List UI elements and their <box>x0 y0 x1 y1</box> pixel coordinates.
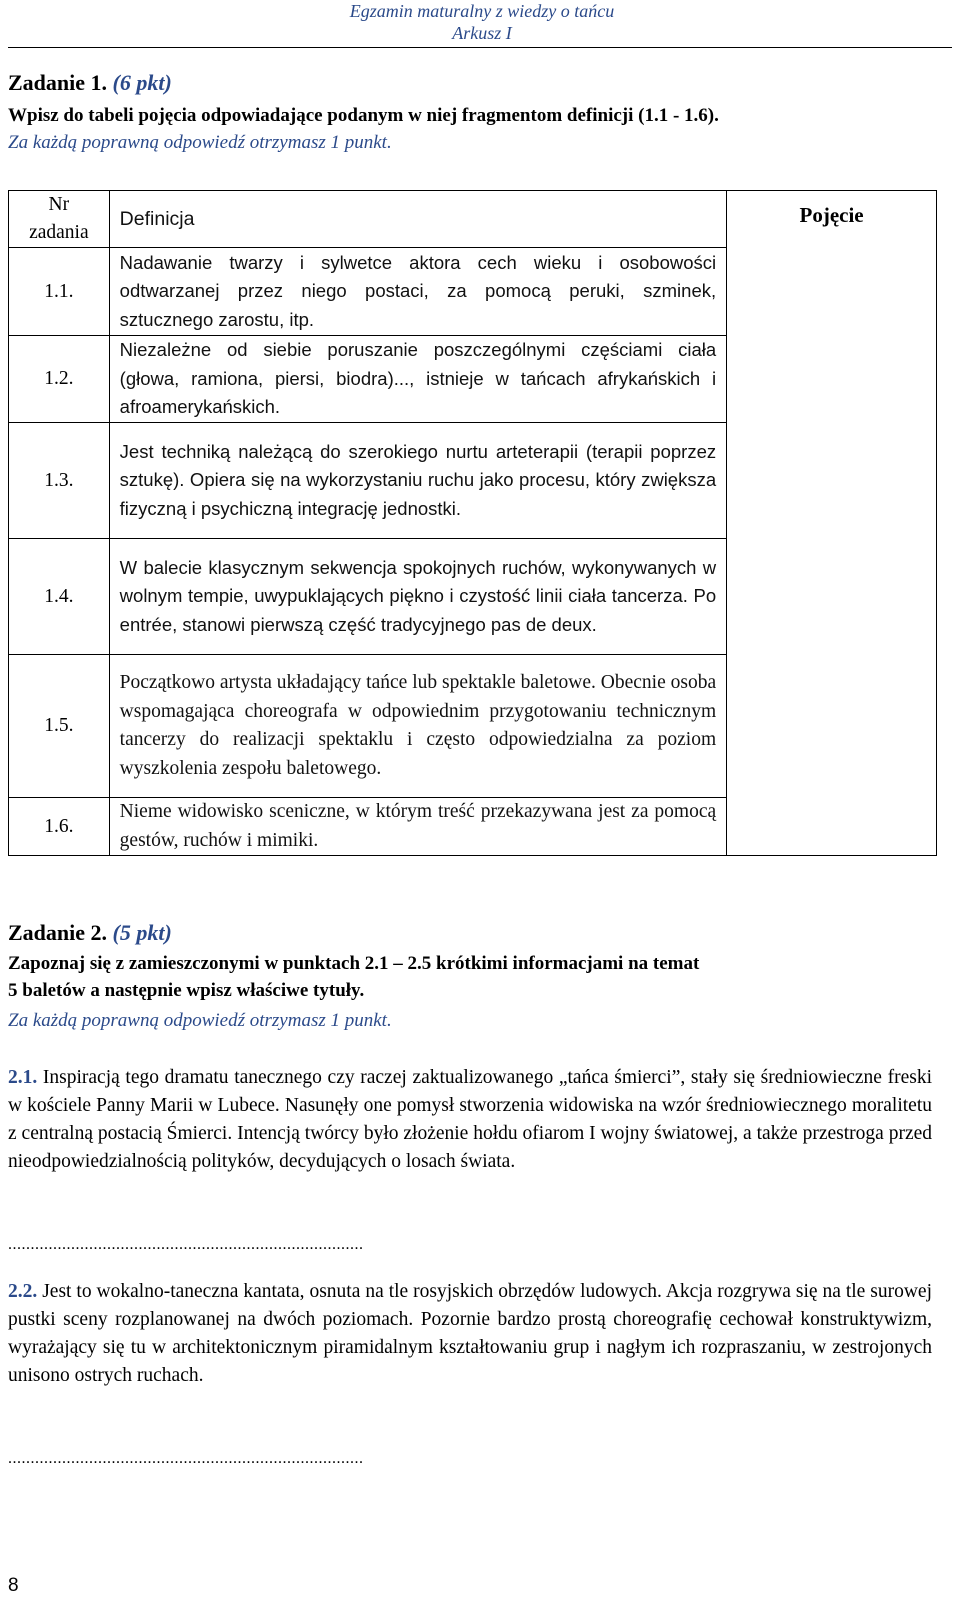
page-header <box>322 0 642 44</box>
row-number: 1.4. <box>9 539 110 655</box>
row-definition: W balecie klasycznym sekwencja spokojnych ruchów, wykonywanych w wolnym tempie, uwypuklających piękno i czystość linii ciała tancerza. Po entrée, stanowi pierwszą część tradycyjnego pas de deux. <box>109 539 726 655</box>
row-definition: Jest techniką należącą do szerokiego nurtu arteterapii (terapii poprzez sztukę). Opiera się na wykorzystaniu ruchu jako procesu, który zwiększa fizyczną i psychiczną integrację jednostki. <box>109 423 726 539</box>
row-number: 1.2. <box>9 336 110 423</box>
exam-title: Egzamin maturalny z wiedzy o tańcu <box>349 1 615 21</box>
task2-instruction-line1: Zapoznaj się z zamieszczonymi w punktach 2.1 – 2.5 krótkimi informacjami na temat <box>8 953 700 974</box>
row-definition: Nadawanie twarzy i sylwetce aktora cech wieku i osobowości odtwarzanej przez niego postaci, za pomocą peruki, szminek, sztucznego zarostu, itp. <box>109 248 726 336</box>
definitions-table <box>8 190 937 856</box>
concept-column <box>727 191 937 856</box>
row-number: 1.3. <box>9 423 110 539</box>
task2-points: (5 pkt) <box>112 920 172 945</box>
item-number: 2.2. <box>8 1281 38 1302</box>
answer-line-2-1[interactable]: ............................................................................... <box>8 1236 364 1253</box>
row-definition: Nieme widowisko sceniczne, w którym treść przekazywana jest za pomocą gestów, ruchów i mimiki. <box>109 798 726 856</box>
task1-title <box>8 70 172 96</box>
row-definition: Niezależne od siebie poruszanie poszczególnymi częściami ciała (głowa, ramiona, piersi, biodra)..., istnieje w tańcach afrykańskich i afroamerykańskich. <box>109 336 726 423</box>
ballet-item-2-1 <box>8 1064 932 1176</box>
task1-scoring: Za każdą poprawną odpowiedź otrzymasz 1 punkt. <box>8 132 392 153</box>
item-number: 2.1. <box>8 1067 38 1088</box>
header-definition: Definicja <box>109 191 726 248</box>
task2-instruction-line2: 5 baletów a następnie wpisz właściwe tytuły. <box>8 980 365 1001</box>
sheet-label: Arkusz I <box>452 23 512 43</box>
row-number: 1.6. <box>9 798 110 856</box>
task2-title <box>8 920 172 946</box>
task2-scoring: Za każdą poprawną odpowiedź otrzymasz 1 punkt. <box>8 1010 392 1031</box>
row-number: 1.1. <box>9 248 110 336</box>
item-text: Jest to wokalno-taneczna kantata, osnuta na tle rosyjskich obrzędów ludowych. Akcja rozgrywa się na tle surowej pustki sceny rozplanowanej na dwóch poziomach. Pozornie bardzo prostą choreografię cechował konstruktywizm, wyrażający się tu w architektonicznym piramidalnym kształtowaniu grup i nagłym ich rozpraszaniu, w zestrojonych unisono ostrych ruchach. <box>8 1281 933 1386</box>
answer-line-2-2[interactable]: ............................................................................... <box>8 1450 364 1467</box>
row-definition: Początkowo artysta układający tańce lub spektakle baletowe. Obecnie osoba wspomagająca choreografa w odpowiednim przygotowaniu technicznym tancerzy do realizacji spektaklu i często odpowiedzialna za poziom wyszkolenia zespołu baletowego. <box>109 655 726 798</box>
page-number: 8 <box>8 1575 19 1596</box>
ballet-item-2-2 <box>8 1278 932 1390</box>
header-concept: Pojęcie <box>799 203 864 227</box>
item-text: Inspiracją tego dramatu tanecznego czy raczej zaktualizowanego „tańca śmierci”, stały się średniowieczne freski w kościele Panny Marii w Lubece. Nasunęły one pomysł stworzenia widowiska na wzór średniowiecznego moralitetu z centralną postacią Śmierci. Intencją twórcy było złożenie hołdu ofiarom I wojny światowej, a także przestroga przed nieodpowiedzialnością polityków, decydujących o losach świata. <box>8 1067 932 1172</box>
task1-points: (6 pkt) <box>112 70 172 95</box>
row-number: 1.5. <box>9 655 110 798</box>
task1-instruction: Wpisz do tabeli pojęcia odpowiadające podanym w niej fragmentom definicji (1.1 - 1.6). <box>8 105 719 126</box>
task2-label: Zadanie 2. <box>8 920 108 945</box>
header-nr: Nr zadania <box>9 191 110 248</box>
task1-label: Zadanie 1. <box>8 70 108 95</box>
header-divider <box>8 47 952 48</box>
table-header-row <box>9 191 937 248</box>
